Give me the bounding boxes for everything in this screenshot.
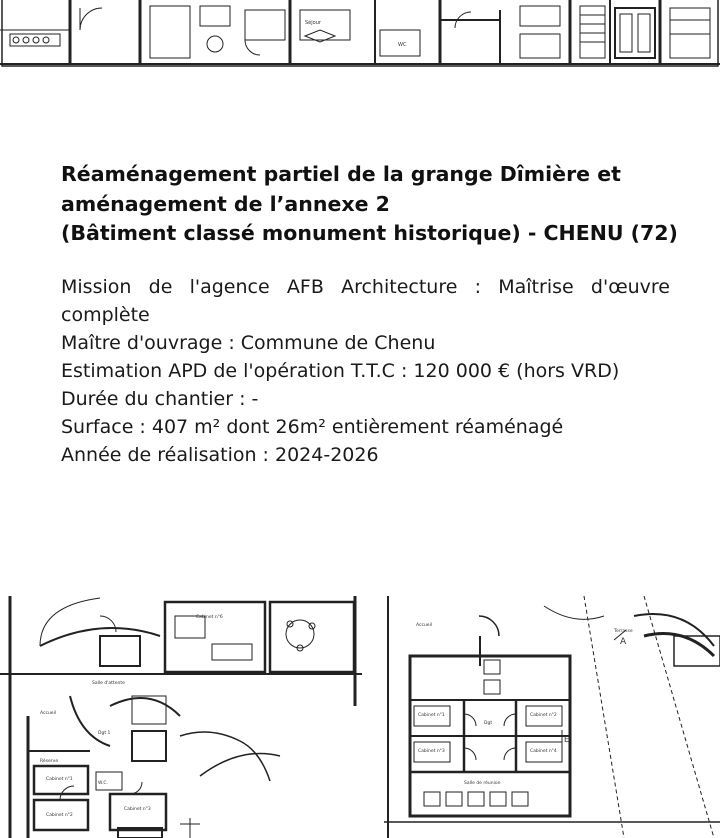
- plan-label: Cabinet n°3: [418, 749, 445, 754]
- plan-label: Accueil: [40, 711, 57, 716]
- floor-plan-top-strip: [0, 0, 720, 68]
- plan-label: Cabinet n°6: [196, 615, 223, 620]
- project-title-line: Réaménagement partiel de la grange Dîmière et: [61, 162, 621, 186]
- plan-label: Dgt 1: [98, 731, 111, 736]
- plan-label: W.C.: [98, 781, 108, 786]
- project-details: [61, 273, 670, 469]
- plan-label: Séjour: [305, 20, 321, 26]
- floor-plan-bottom-right: [384, 596, 720, 838]
- plan-label: Cabinet n°4: [530, 749, 557, 754]
- floor-plan-right-drawing: [384, 596, 720, 838]
- floor-plan-bottom-left: [0, 596, 362, 838]
- plan-label: Cabinet n°2: [46, 813, 73, 818]
- plan-label: Salle d'attente: [92, 681, 125, 686]
- plan-label: Cabinet n°2: [530, 713, 557, 718]
- owner-line: Maître d'ouvrage : Commune de Chenu: [61, 331, 436, 354]
- project-description: [61, 160, 678, 469]
- plan-label: Terrasse: [614, 629, 633, 634]
- mission-line: Mission de l'agence AFB Architecture : Maîtrise d'œuvre: [61, 275, 670, 298]
- plan-label: WC: [398, 42, 407, 48]
- surface-line: Surface : 407 m² dont 26m² entièrement réaménagé: [61, 415, 564, 438]
- plan-label: Réserve: [40, 759, 59, 764]
- plan-label: A: [620, 637, 627, 647]
- floor-plan-left-drawing: [0, 596, 362, 838]
- project-title: [61, 160, 678, 249]
- plan-label: Cabinet n°3: [124, 807, 151, 812]
- floor-plan-top-drawing: [0, 0, 720, 68]
- plan-label: Salle de réunion: [464, 781, 501, 786]
- plan-label: Cabinet n°1: [418, 713, 445, 718]
- plan-label: Accueil: [416, 623, 433, 628]
- plan-label: E: [564, 735, 570, 744]
- project-title-line: aménagement de l’annexe 2: [61, 191, 390, 216]
- mission-line-continued: complète: [61, 303, 150, 326]
- plan-label: Dgt: [484, 721, 493, 726]
- plan-label: Cabinet n°1: [46, 777, 73, 782]
- project-title-line: (Bâtiment classé monument historique) - CHENU (72): [61, 221, 678, 245]
- estimate-line: Estimation APD de l'opération T.T.C : 120 000 € (hors VRD): [61, 359, 620, 382]
- year-line: Année de réalisation : 2024-2026: [61, 443, 379, 466]
- duration-line: Durée du chantier : -: [61, 387, 259, 410]
